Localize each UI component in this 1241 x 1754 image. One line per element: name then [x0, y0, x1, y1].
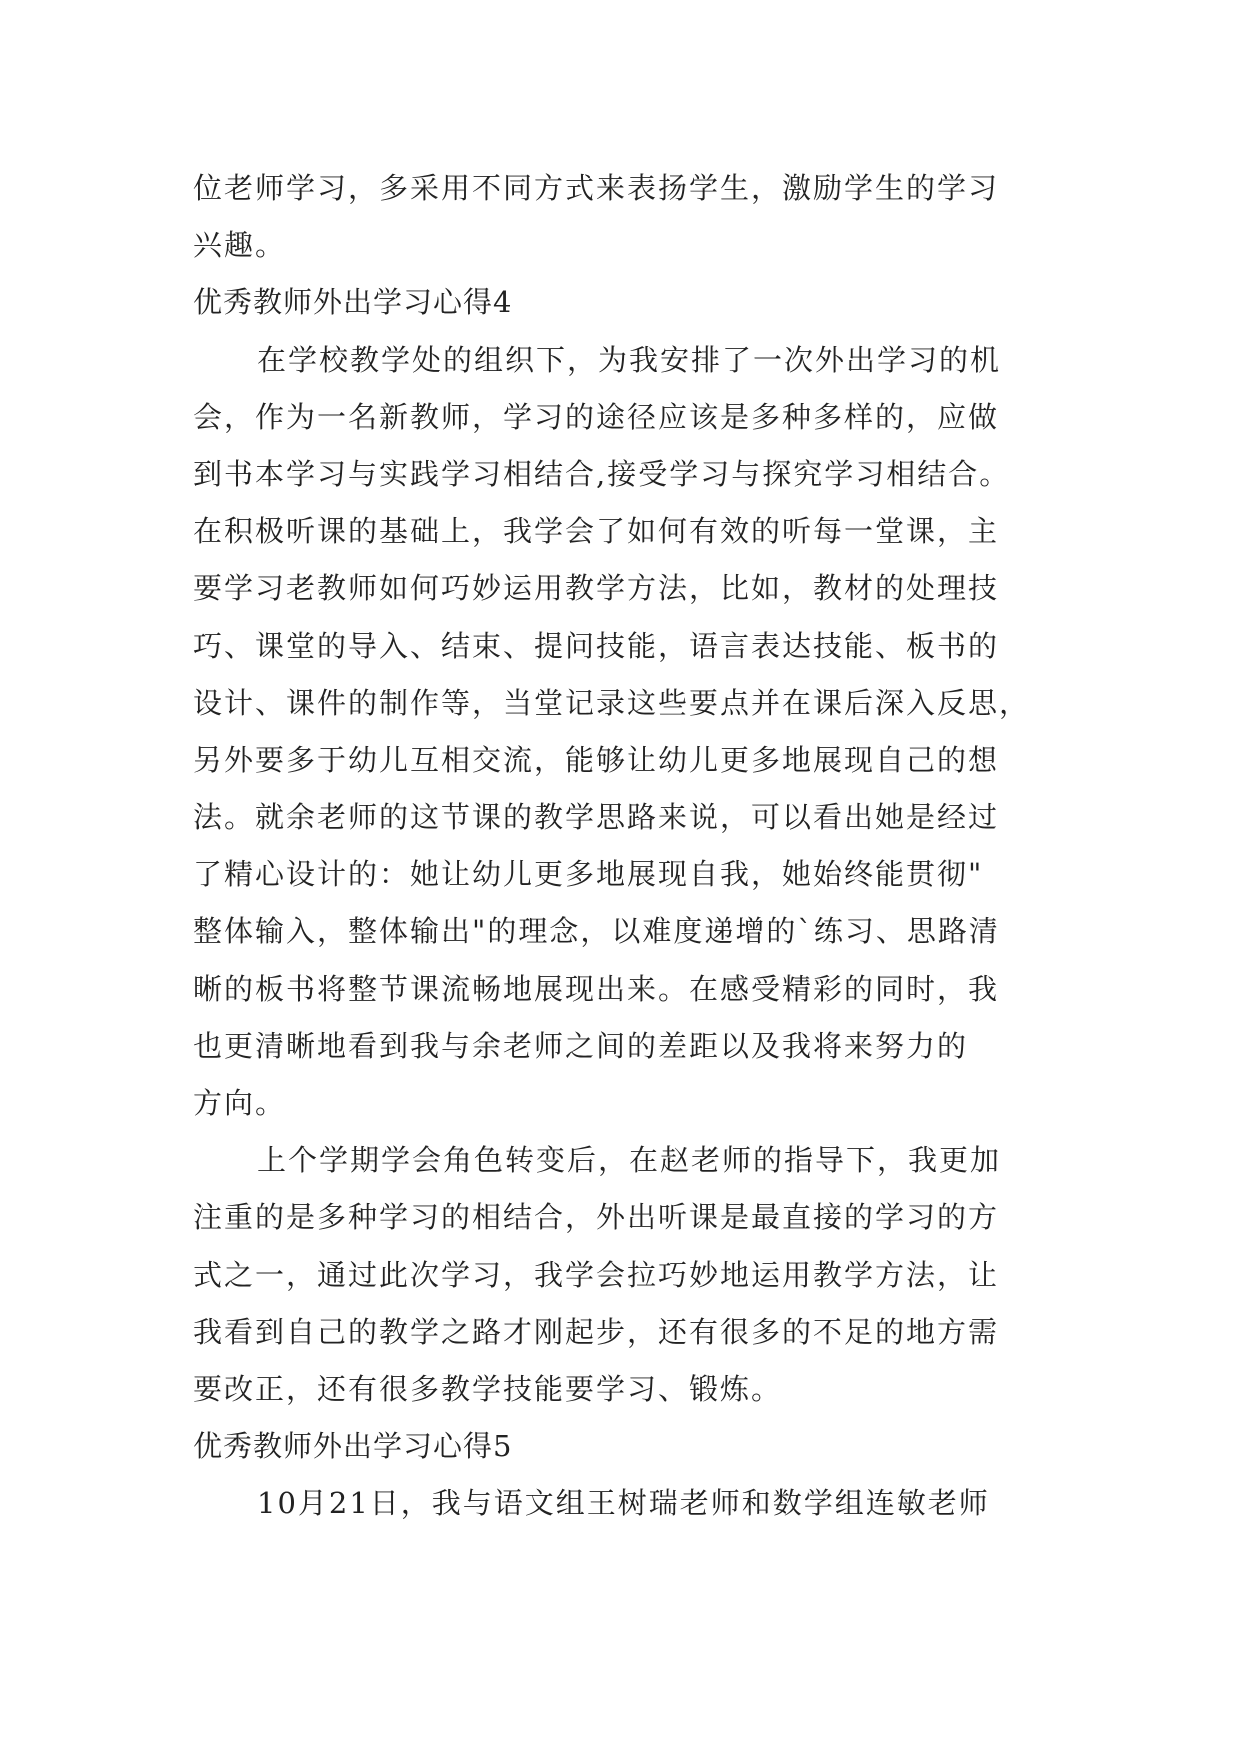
- text-line: 设计、课件的制作等，当堂记录这些要点并在课后深入反思，: [193, 685, 1031, 720]
- section-heading: 优秀教师外出学习心得4: [193, 285, 513, 320]
- text-line: 位老师学习，多采用不同方式来表扬学生，激励学生的学习: [193, 171, 1000, 205]
- text-line: 我看到自己的教学之路才刚起步，还有很多的不足的地方需: [193, 1314, 1000, 1349]
- text-line: 巧、课堂的导入、结束、提问技能，语言表达技能、板书的: [193, 628, 1000, 663]
- text-line: 整体输入，整体输出"的理念，以难度递增的`练习、思路清: [193, 914, 1000, 949]
- text-line: 10月21日，我与语文组王树瑞老师和数学组连敏老师: [257, 1486, 990, 1521]
- text-line: 要学习老教师如何巧妙运用教学方法，比如，教材的处理技: [193, 571, 1000, 606]
- text-line: 了精心设计的：她让幼儿更多地展现自我，她始终能贯彻": [193, 857, 984, 892]
- text-line: 兴趣。: [193, 228, 287, 263]
- text-line: 注重的是多种学习的相结合，外出听课是最直接的学习的方: [193, 1200, 1000, 1235]
- text-line: 另外要多于幼儿互相交流，能够让幼儿更多地展现自己的想: [193, 742, 1000, 777]
- document-body: [193, 160, 1053, 1533]
- text-line: 也更清晰地看到我与余老师之间的差距以及我将来努力的: [193, 1028, 969, 1063]
- text-line: 要改正，还有很多教学技能要学习、锻炼。: [193, 1371, 783, 1406]
- text-line: 在学校教学处的组织下，为我安排了一次外出学习的机: [257, 342, 1002, 377]
- section-heading: 优秀教师外出学习心得5: [193, 1429, 513, 1464]
- text-line: 到书本学习与实践学习相结合,接受学习与探究学习相结合。: [193, 456, 1011, 491]
- text-line: 上个学期学会角色转变后，在赵老师的指导下，我更加: [257, 1143, 1002, 1178]
- text-line: 式之一，通过此次学习，我学会拉巧妙地运用教学方法，让: [193, 1257, 1000, 1292]
- text-line: 法。就余老师的这节课的教学思路来说，可以看出她是经过: [193, 800, 1000, 835]
- text-line: 晰的板书将整节课流畅地展现出来。在感受精彩的同时，我: [193, 971, 1000, 1006]
- text-line: 方向。: [193, 1086, 287, 1120]
- text-line: 会，作为一名新教师，学习的途径应该是多种多样的，应做: [193, 399, 1000, 434]
- text-line: 在积极听课的基础上，我学会了如何有效的听每一堂课，主: [193, 514, 1000, 549]
